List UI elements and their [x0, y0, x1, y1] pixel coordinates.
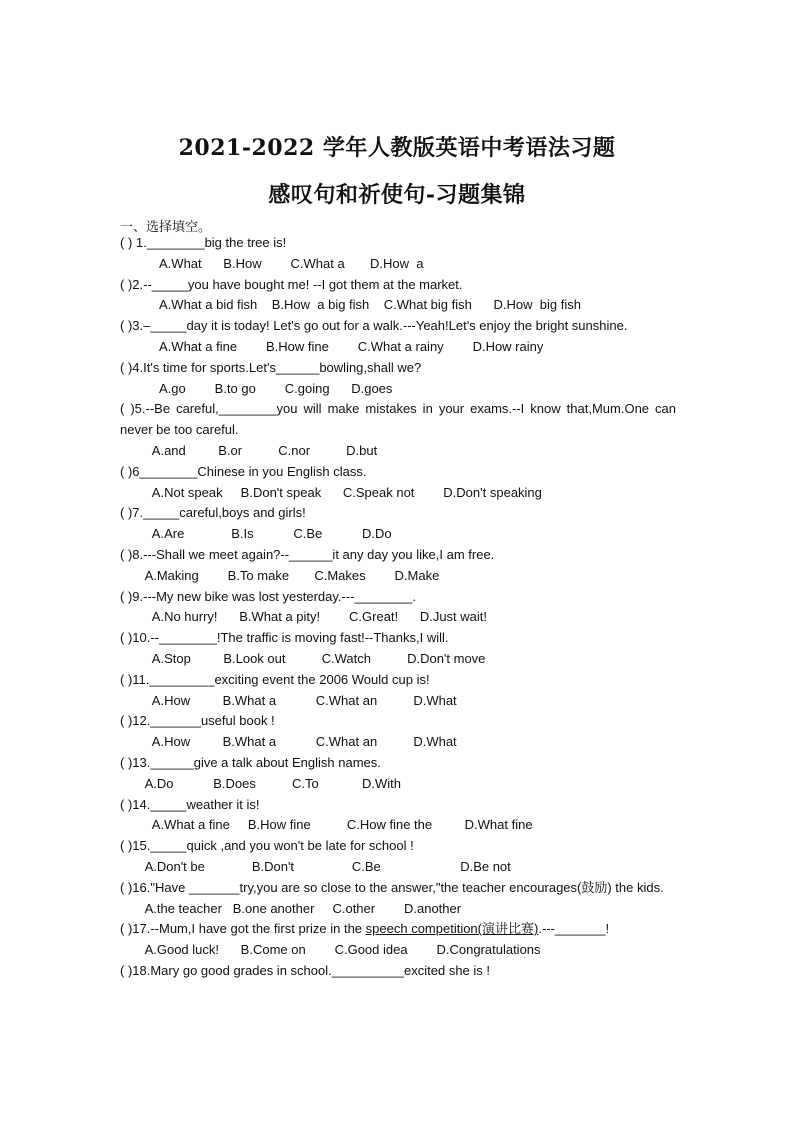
- question-options: A.Stop B.Look out C.Watch D.Don't move: [120, 650, 486, 666]
- question-stem: ( )15._____quick ,and you won't be late for school !: [120, 838, 414, 854]
- question-options: A.How B.What a C.What an D.What: [120, 734, 457, 750]
- question-stem: ( )5.--Be careful,________you will make mistakes in your exams.--I know that,Mum.One can never be too careful.: [120, 401, 676, 438]
- question-options: A.No hurry! B.What a pity! C.Great! D.Just wait!: [120, 609, 487, 625]
- page-subtitle: 感叹句和祈使句-习题集锦: [268, 182, 526, 208]
- question-stem: ( )10.--________!The traffic is moving fast!--Thanks,I will.: [120, 630, 449, 646]
- question-stem: ( )7._____careful,boys and girls!: [120, 505, 306, 521]
- question-stem: ( )16."Have _______try,you are so close to the answer,"the teacher encourages(鼓励) the kids.: [120, 879, 664, 895]
- question-options: A.Good luck! B.Come on C.Good idea D.Congratulations: [120, 942, 541, 958]
- question-options: A.Making B.To make C.Makes D.Make: [120, 567, 440, 583]
- question-options: A.Are B.Is C.Be D.Do: [120, 526, 392, 542]
- question-stem: ( )6________Chinese in you English class.: [120, 463, 367, 479]
- question-options: A.What a bid fish B.How a big fish C.What big fish D.How big fish: [120, 297, 581, 313]
- question-stem: ( )18.Mary go good grades in school.__________excited she is !: [120, 962, 491, 978]
- question-options: A.Don't be B.Don't C.Be D.Be not: [120, 858, 511, 874]
- question-options: A.What a fine B.How fine C.How fine the D.What fine: [120, 817, 533, 833]
- question-stem: ( ) 1.________big the tree is!: [120, 235, 287, 250]
- question-stem: ( )3.–_____day it is today! Let's go out for a walk.---Yeah!Let's enjoy the bright sunshine.: [120, 318, 628, 334]
- question-stem: ( )12._______useful book !: [120, 713, 275, 729]
- question-stem: ( )8.---Shall we meet again?--______it any day you like,I am free.: [120, 546, 495, 562]
- question-stem: [120, 919, 676, 940]
- question-options: A.What B.How C.What a D.How a: [120, 255, 424, 271]
- question-options: A.What a fine B.How fine C.What a rainy D.How rainy: [120, 338, 544, 354]
- question-list: [120, 233, 676, 982]
- question-options: A.the teacher B.one another C.other D.another: [120, 900, 462, 916]
- question-options: A.How B.What a C.What an D.What: [120, 692, 457, 708]
- question-stem: ( )14._____weather it is!: [120, 796, 260, 812]
- stem-text: ( )17.--Mum,I have got the first prize in the: [120, 921, 366, 937]
- question-options: A.Do B.Does C.To D.With: [120, 775, 402, 791]
- question-stem: ( )13.______give a talk about English names.: [120, 754, 381, 770]
- question-stem: ( )9.---My new bike was lost yesterday.---________.: [120, 588, 416, 604]
- question-options: A.Not speak B.Don't speak C.Speak not D.Don't speaking: [120, 484, 542, 500]
- underlined-phrase: speech competition(演讲比赛): [365, 921, 539, 937]
- question-stem: ( )4.It's time for sports.Let's______bowling,shall we?: [120, 359, 422, 375]
- question-options: A.go B.to go C.going D.goes: [120, 380, 393, 396]
- stem-text: .---_______!: [538, 921, 610, 937]
- page-title: 2021-2022 学年人教版英语中考语法习题: [178, 135, 616, 161]
- section-heading: 一、选择填空。: [120, 219, 212, 234]
- question-options: A.and B.or C.nor D.but: [120, 442, 378, 458]
- question-stem: ( )11._________exciting event the 2006 Would cup is!: [120, 671, 430, 687]
- question-stem: ( )2.--_____you have bought me! --I got them at the market.: [120, 276, 463, 292]
